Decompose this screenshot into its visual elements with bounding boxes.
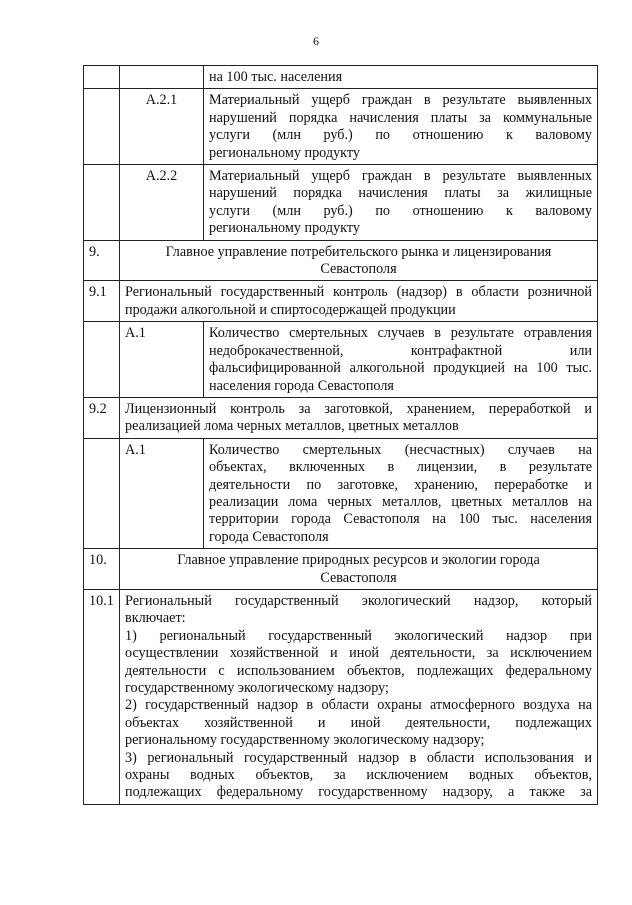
subsection-text-cell xyxy=(120,589,598,804)
indicator-code: А.2.2 xyxy=(120,165,204,241)
text-line: продажи алкогольной и спиртосодержащей продукции xyxy=(125,301,456,318)
text-line: Количество смертельных случаев в результате отравления xyxy=(209,325,592,342)
row-number-cell xyxy=(84,165,120,241)
subsection-number: 10.1 xyxy=(84,589,120,804)
text-line: нарушений порядка начисления платы за жилищные xyxy=(209,185,592,202)
indicator-code: А.1 xyxy=(120,438,204,548)
subsection-row xyxy=(84,589,598,804)
text-line: фальсифицированной алкогольной продукцией на 100 тыс. xyxy=(209,360,592,377)
text-line: подлежащих федеральному государственному надзору, а также за xyxy=(125,784,592,801)
text-line: услуги (млн руб.) по отношению к валовому xyxy=(209,202,592,219)
indicator-text-cell xyxy=(204,66,598,89)
text-line: объектах, включенных в лицензии, в результате xyxy=(209,459,592,476)
subsection-number: 9.2 xyxy=(84,397,120,438)
subsection-row xyxy=(84,281,598,322)
section-header-row xyxy=(84,240,598,281)
section-number: 10. xyxy=(84,549,120,590)
subsection-row xyxy=(84,397,598,438)
section-title-line: Севастополя xyxy=(320,261,397,278)
indicator-text-cell xyxy=(204,438,598,548)
text-line: осуществлении хозяйственной и иной деятельности, за исключением xyxy=(125,645,592,662)
table-row xyxy=(84,322,598,398)
indicator-text-cell xyxy=(204,89,598,165)
text-line: региональному государственному экологическому надзору; xyxy=(125,732,485,749)
text-line: реализацией лома черных металлов, цветных металлов xyxy=(125,418,459,435)
table-row xyxy=(84,66,598,89)
section-title-cell xyxy=(120,549,598,590)
indicator-text-cell xyxy=(204,322,598,398)
text-line: 1) региональный государственный экологический надзор при xyxy=(125,627,592,644)
section-title-line: Севастополя xyxy=(320,569,397,586)
text-line: реализации лома черных металлов, цветных металлов на xyxy=(209,493,592,510)
text-line: Региональный государственный контроль (надзор) в области розничной xyxy=(125,284,592,301)
text-line: нарушений порядка начисления платы за коммунальные xyxy=(209,109,592,126)
indicator-text-cell xyxy=(204,165,598,241)
row-number-cell xyxy=(84,66,120,89)
indicator-code: А.1 xyxy=(120,322,204,398)
section-title-line: Главное управление потребительского рынка и лицензирования xyxy=(165,243,552,260)
text-line: Количество смертельных (несчастных) случаев на xyxy=(209,441,592,458)
text-line: Лицензионный контроль за заготовкой, хранением, переработкой и xyxy=(125,400,592,417)
subsection-text-cell xyxy=(120,281,598,322)
indicator-code-cell xyxy=(120,66,204,89)
section-title-cell xyxy=(120,240,598,281)
section-number: 9. xyxy=(84,240,120,281)
subsection-number: 9.1 xyxy=(84,281,120,322)
section-title-line: Главное управление природных ресурсов и экологии города xyxy=(177,552,540,569)
text-line: Материальный ущерб граждан в результате выявленных xyxy=(209,92,592,109)
indicator-text: на 100 тыс. населения xyxy=(209,69,343,85)
text-line: объектах хозяйственной и иной деятельности, подлежащих xyxy=(125,714,592,731)
table-row xyxy=(84,165,598,241)
indicator-code: А.2.1 xyxy=(120,89,204,165)
text-line: города Севастополя xyxy=(209,528,329,545)
text-line: региональному продукту xyxy=(209,144,360,161)
text-line: недоброкачественной, контрафактной или xyxy=(209,342,592,359)
text-line: деятельности по заготовке, хранению, переработке и xyxy=(209,476,592,493)
table-row xyxy=(84,438,598,548)
text-line: деятельности с использованием объектов, подлежащих федеральному xyxy=(125,662,592,679)
text-line: Материальный ущерб граждан в результате выявленных xyxy=(209,168,592,185)
row-number-cell xyxy=(84,89,120,165)
text-line: региональному продукту xyxy=(209,220,360,237)
subsection-text-cell xyxy=(120,397,598,438)
text-line: 3) региональный государственный надзор в области использования и xyxy=(125,749,592,766)
text-line: включает: xyxy=(125,610,186,627)
section-header-row xyxy=(84,549,598,590)
text-line: Региональный государственный экологический надзор, который xyxy=(125,592,592,609)
text-line: государственному экологическому надзору; xyxy=(125,680,389,696)
table-row xyxy=(84,89,598,165)
text-line: 2) государственный надзор в области охраны атмосферного воздуха на xyxy=(125,697,592,714)
row-number-cell xyxy=(84,438,120,548)
indicator-table xyxy=(83,65,598,805)
row-number-cell xyxy=(84,322,120,398)
text-line: территории города Севастополя на 100 тыс. населения xyxy=(209,511,592,528)
text-line: населения города Севастополя xyxy=(209,377,394,394)
text-line: охраны водных объектов, за исключением водных объектов, xyxy=(125,767,592,784)
text-line: услуги (млн руб.) по отношению к валовому xyxy=(209,127,592,144)
page-number: 6 xyxy=(313,34,319,48)
